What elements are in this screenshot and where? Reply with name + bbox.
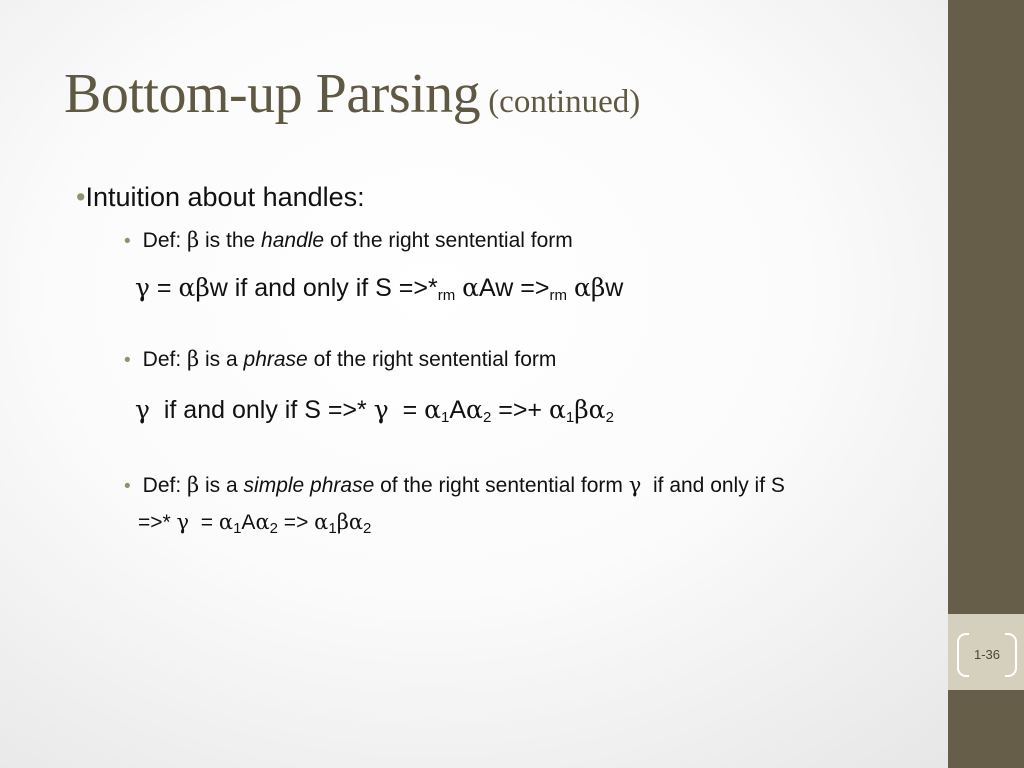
- beta-symbol: β: [187, 473, 200, 497]
- formula-text: =>: [277, 511, 315, 534]
- subscript: 1: [233, 520, 242, 537]
- formula-text: =>*: [138, 511, 171, 534]
- gamma-symbol: γ: [628, 473, 642, 497]
- subscript: 2: [269, 520, 278, 537]
- def-simple-phrase-cont: [138, 510, 371, 535]
- gamma-symbol: γ: [176, 510, 190, 534]
- subscript: 2: [363, 520, 372, 537]
- def-simple-phrase: [124, 473, 785, 498]
- def-text: of the right sentential form: [380, 474, 623, 497]
- beta-symbol: β: [187, 228, 200, 252]
- intro-text: Intuition about handles:: [85, 182, 365, 212]
- alpha-symbol: α: [348, 510, 364, 534]
- def-text: of the right sentential form: [329, 229, 573, 252]
- alpha-symbol: α: [178, 273, 196, 302]
- slide-number: 1-36: [973, 647, 1001, 662]
- subscript: 2: [482, 409, 492, 426]
- def-label: Def:: [142, 348, 182, 371]
- subscript: 2: [605, 409, 614, 426]
- def-text: if and only if S: [652, 474, 785, 497]
- def-term: phrase: [243, 348, 308, 371]
- def-handle: [124, 228, 573, 253]
- alpha-symbol: α: [466, 395, 483, 424]
- gamma-symbol: γ: [373, 395, 389, 424]
- def-text: is the: [205, 229, 256, 252]
- def-term: handle: [261, 229, 325, 252]
- formula-text: Aw =>: [479, 274, 550, 302]
- title-sub: (continued): [488, 84, 641, 120]
- formula-text: =: [149, 274, 179, 302]
- formula-handle: [135, 273, 623, 303]
- bullet-marker: •: [76, 182, 86, 212]
- alpha-symbol: α: [255, 510, 270, 534]
- formula-text: =: [395, 396, 425, 424]
- formula-phrase: [135, 395, 614, 425]
- alpha-symbol: α: [462, 273, 480, 302]
- subbullet-marker: •: [124, 476, 131, 497]
- def-text: is a: [205, 474, 238, 497]
- subbullet-marker: •: [124, 231, 131, 252]
- alpha-symbol: α: [588, 395, 606, 424]
- subscript: 1: [441, 409, 450, 426]
- def-label: Def:: [142, 229, 182, 252]
- subscript: rm: [549, 287, 567, 304]
- formula-text: if and only if S =>*: [163, 396, 367, 424]
- bullet-intro: [76, 182, 365, 213]
- beta-symbol: β: [187, 347, 200, 371]
- beta-symbol: β: [195, 273, 210, 302]
- def-label: Def:: [142, 474, 182, 497]
- formula-text: A: [449, 396, 467, 424]
- beta-symbol: β: [574, 395, 589, 424]
- subscript: rm: [437, 287, 456, 304]
- formula-text: w if and only if S =>*: [209, 274, 438, 302]
- subbullet-marker: •: [124, 350, 131, 371]
- formula-text: w: [605, 274, 624, 302]
- gamma-symbol: γ: [135, 395, 150, 424]
- gamma-symbol: γ: [135, 273, 150, 302]
- alpha-symbol: α: [548, 395, 566, 424]
- title-main: Bottom-up Parsing: [64, 63, 481, 125]
- def-text: of the right sentential form: [313, 348, 557, 371]
- alpha-symbol: α: [218, 510, 234, 534]
- formula-text: A: [241, 511, 256, 534]
- alpha-symbol: α: [424, 395, 442, 424]
- def-term: simple phrase: [243, 474, 375, 497]
- slide-number-frame: [957, 633, 1017, 677]
- formula-text: =: [194, 511, 219, 534]
- formula-text: =>+: [491, 396, 549, 424]
- beta-symbol: β: [336, 510, 349, 534]
- def-text: is a: [205, 348, 238, 371]
- subscript: 1: [328, 520, 337, 537]
- beta-symbol: β: [590, 273, 606, 302]
- subscript: 1: [565, 409, 575, 426]
- def-phrase: [124, 347, 556, 372]
- alpha-symbol: α: [314, 510, 329, 534]
- alpha-symbol: α: [573, 273, 591, 302]
